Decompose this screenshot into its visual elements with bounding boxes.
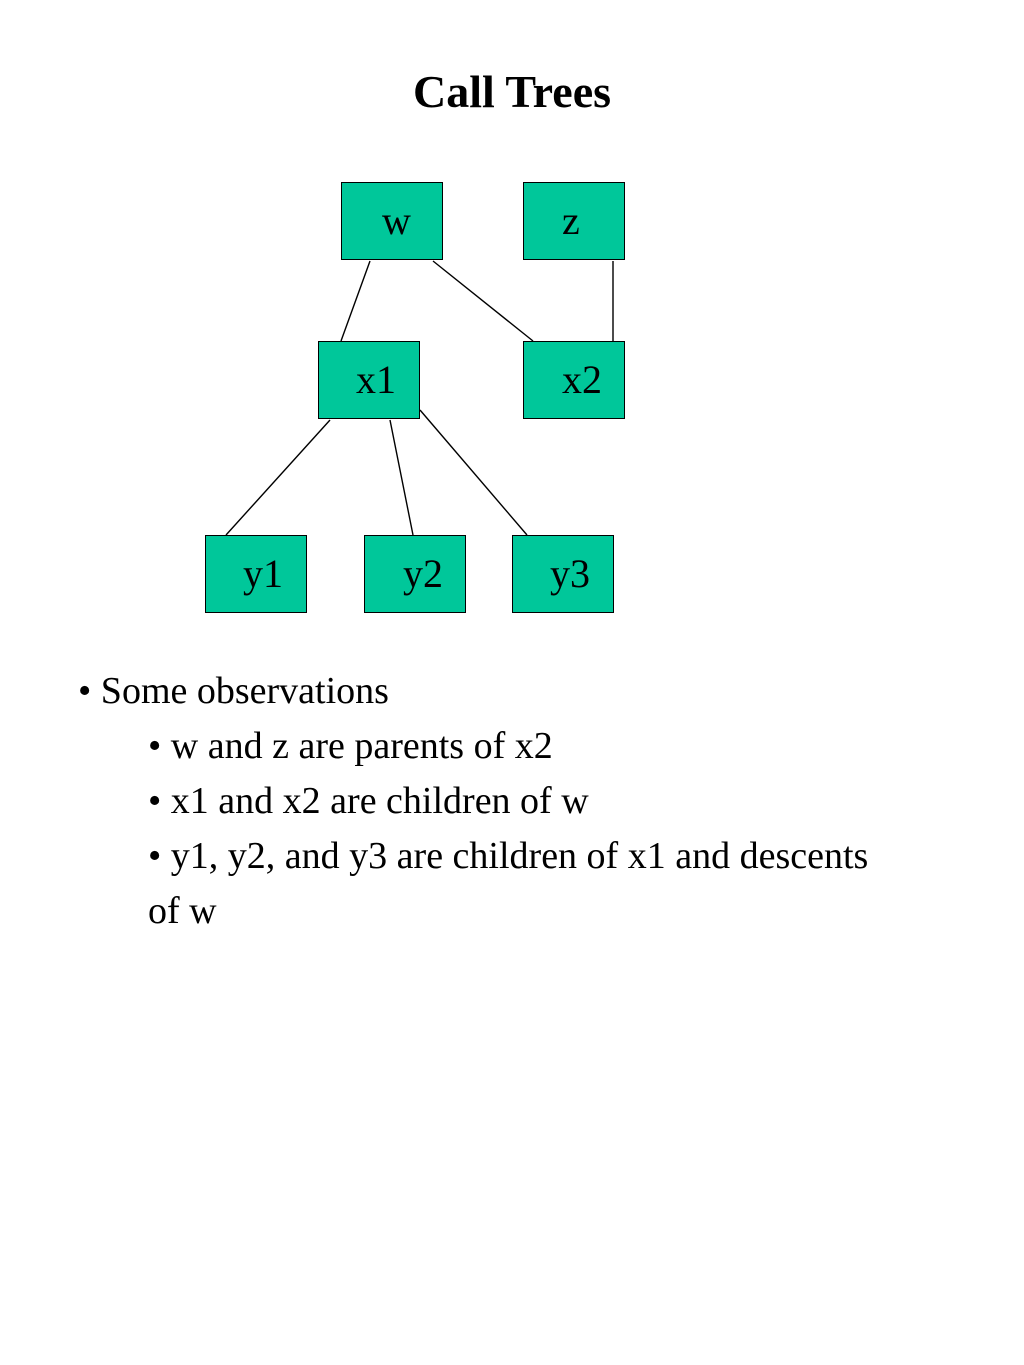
- node-y2: [364, 535, 466, 613]
- node-z: [523, 182, 625, 260]
- node-label: y1: [243, 551, 283, 596]
- node-w: [341, 182, 443, 260]
- observation-item: • y1, y2, and y3 are children of x1 and descents: [148, 835, 869, 877]
- edge-w-x1: [341, 261, 370, 341]
- node-label: y3: [550, 551, 590, 596]
- call-tree-diagram: [0, 0, 1024, 640]
- node-label: z: [562, 198, 580, 243]
- observations-heading: • Some observations: [78, 670, 389, 712]
- node-label: x2: [562, 357, 602, 402]
- observation-item: • x1 and x2 are children of w: [148, 780, 589, 822]
- node-y3: [512, 535, 614, 613]
- node-y1: [205, 535, 307, 613]
- edge-x1-y3: [420, 410, 527, 535]
- observations-list: [78, 664, 1018, 939]
- edge-x1-y2: [390, 420, 413, 535]
- slide-title: Call Trees: [412, 66, 612, 117]
- node-label: y2: [403, 551, 443, 596]
- edge-x1-y1: [226, 420, 330, 535]
- observation-item: • w and z are parents of x2: [148, 725, 553, 767]
- node-label: x1: [356, 357, 396, 402]
- edge-w-x2: [433, 261, 533, 341]
- node-x2: [523, 341, 625, 419]
- observation-item-continuation: of w: [148, 890, 217, 932]
- node-label: w: [382, 198, 411, 243]
- node-x1: [318, 341, 420, 419]
